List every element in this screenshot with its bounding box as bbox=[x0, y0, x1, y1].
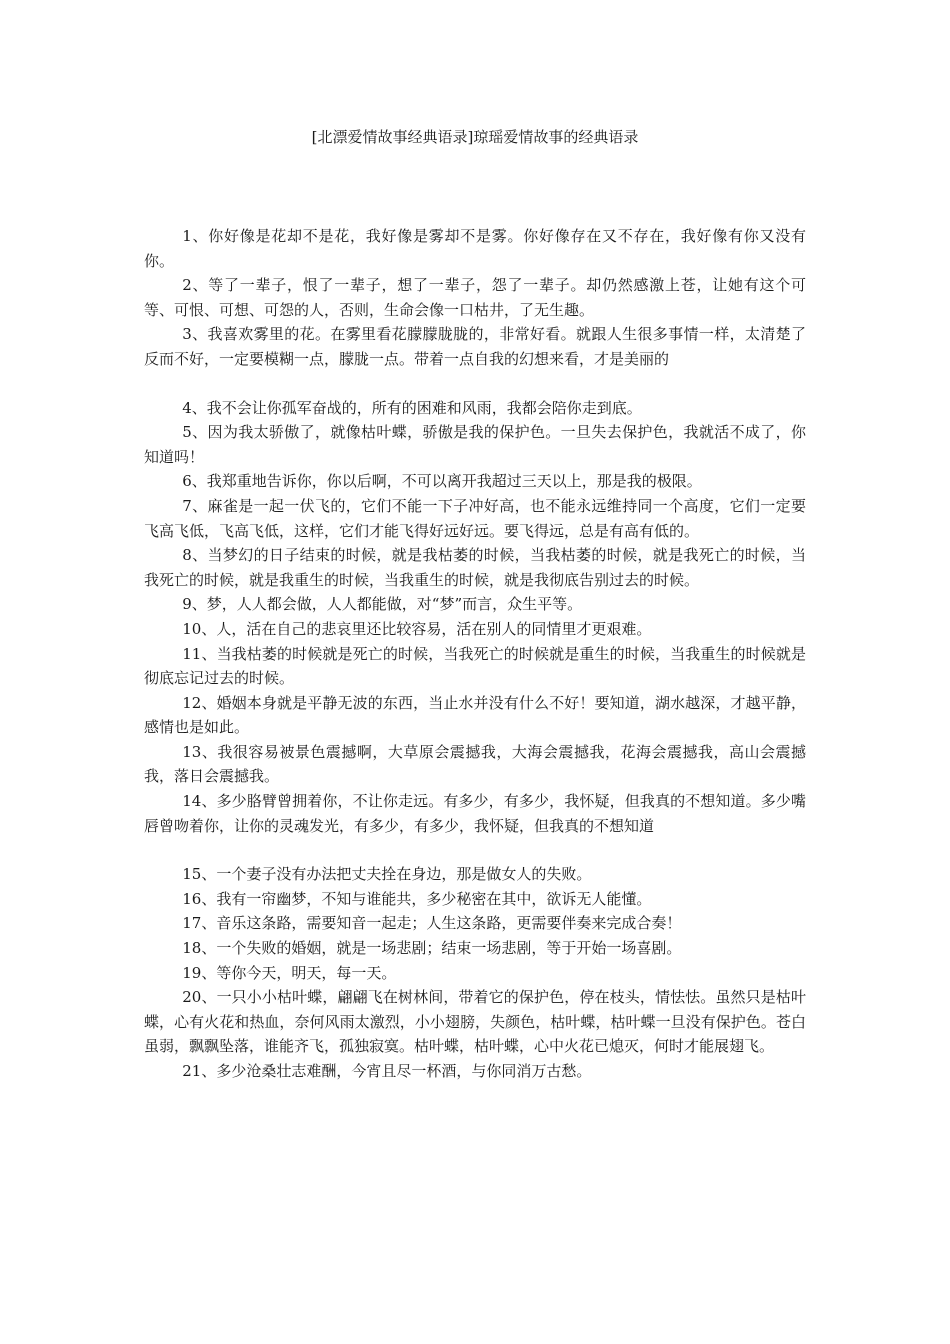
quote-paragraph-14: 14、多少胳臂曾拥着你，不让你走远。有多少，有多少，我怀疑，但我真的不想知道。多少嘴唇曾吻着你，让你的灵魂发光，有多少，有多少，我怀疑，但我真的不想知道 bbox=[144, 792, 806, 835]
quote-paragraph-21: 21、多少沧桑壮志难酬，今宵且尽一杯酒，与你同消万古愁。 bbox=[182, 1062, 592, 1080]
quote-paragraph-12: 12、婚姻本身就是平静无波的东西，当止水并没有什么不好！要知道，湖水越深，才越平静，感情也是如此。 bbox=[144, 693, 806, 737]
quote-paragraph-1: 1、你好像是花却不是花，我好像是雾却不是雾。你好像存在又不存在，我好像有你又没有你。 bbox=[144, 227, 806, 270]
quote-paragraph-20: 20、一只小小枯叶蝶，翩翩飞在树林间，带着它的保护色，停在枝头，情怯怯。虽然只是枯叶蝶，心有火花和热血，奈何风雨太激烈，小小翅膀，失颜色，枯叶蝶，枯叶蝶一旦没有保护色。苍白虽弱，飘飘坠落，谁能齐飞，孤独寂寞。枯叶蝶，枯叶蝶，心中火花已熄灭，何时才能展翅飞。 bbox=[144, 988, 806, 1056]
quote-paragraph-6: 6、我郑重地告诉你，你以后啊，不可以离开我超过三天以上，那是我的极限。 bbox=[182, 472, 702, 491]
quote-paragraph-19: 19、等你今天，明天，每一天。 bbox=[182, 963, 397, 982]
quote-paragraph-7: 7、麻雀是一起一伏飞的，它们不能一下子冲好高，也不能永远维持同一个高度，它们一定要飞高飞低，飞高飞低，这样，它们才能飞得好远好远。要飞得远，总是有高有低的。 bbox=[144, 496, 806, 540]
quote-paragraph-8: 8、当梦幻的日子结束的时候，就是我枯萎的时候，当我枯萎的时候，就是我死亡的时候，当我死亡的时候，就是我重生的时候，当我重生的时候，就是我彻底告别过去的时候。 bbox=[144, 546, 806, 589]
quote-paragraph-16: 16、我有一帘幽梦，不知与谁能共，多少秘密在其中，欲诉无人能懂。 bbox=[182, 889, 652, 908]
quote-paragraph-9: 9、梦，人人都会做，人人都能做，对“梦”而言，众生平等。 bbox=[182, 595, 583, 614]
document-title: [北漂爱情故事经典语录]琼瑶爱情故事的经典语录 bbox=[311, 128, 639, 146]
quote-paragraph-5: 5、因为我太骄傲了，就像枯叶蝶，骄傲是我的保护色。一旦失去保护色，我就活不成了，你知道吗！ bbox=[144, 423, 806, 466]
quote-paragraph-13: 13、我很容易被景色震撼啊，大草原会震撼我，大海会震撼我，花海会震撼我，高山会震撼我，落日会震撼我。 bbox=[144, 742, 806, 786]
quote-paragraph-10: 10、人，活在自己的悲哀里还比较容易，活在别人的同情里才更艰难。 bbox=[182, 619, 652, 638]
quote-paragraph-4: 4、我不会让你孤军奋战的，所有的困难和风雨，我都会陪你走到底。 bbox=[182, 398, 642, 417]
quote-paragraph-2: 2、等了一辈子，恨了一辈子，想了一辈子，怨了一辈子。却仍然感激上苍，让她有这个可等、可恨、可想、可怨的人，否则，生命会像一口枯井，了无生趣。 bbox=[144, 276, 806, 319]
quote-paragraph-18: 18、一个失败的婚姻，就是一场悲剧；结束一场悲剧，等于开始一场喜剧。 bbox=[182, 939, 682, 958]
document-body bbox=[144, 224, 806, 1084]
quote-paragraph-3: 3、我喜欢雾里的花。在雾里看花朦朦胧胧的，非常好看。就跟人生很多事情一样，太清楚了反而不好，一定要模糊一点，朦胧一点。带着一点自我的幻想来看，才是美丽的 bbox=[144, 325, 806, 368]
quote-paragraph-15: 15、一个妻子没有办法把丈夫拴在身边，那是做女人的失败。 bbox=[182, 865, 592, 884]
quote-paragraph-11: 11、当我枯萎的时候就是死亡的时候，当我死亡的时候就是重生的时候，当我重生的时候就是彻底忘记过去的时候。 bbox=[144, 644, 806, 688]
quote-paragraph-17: 17、音乐这条路，需要知音一起走；人生这条路，更需要伴奏来完成合奏！ bbox=[182, 914, 682, 933]
